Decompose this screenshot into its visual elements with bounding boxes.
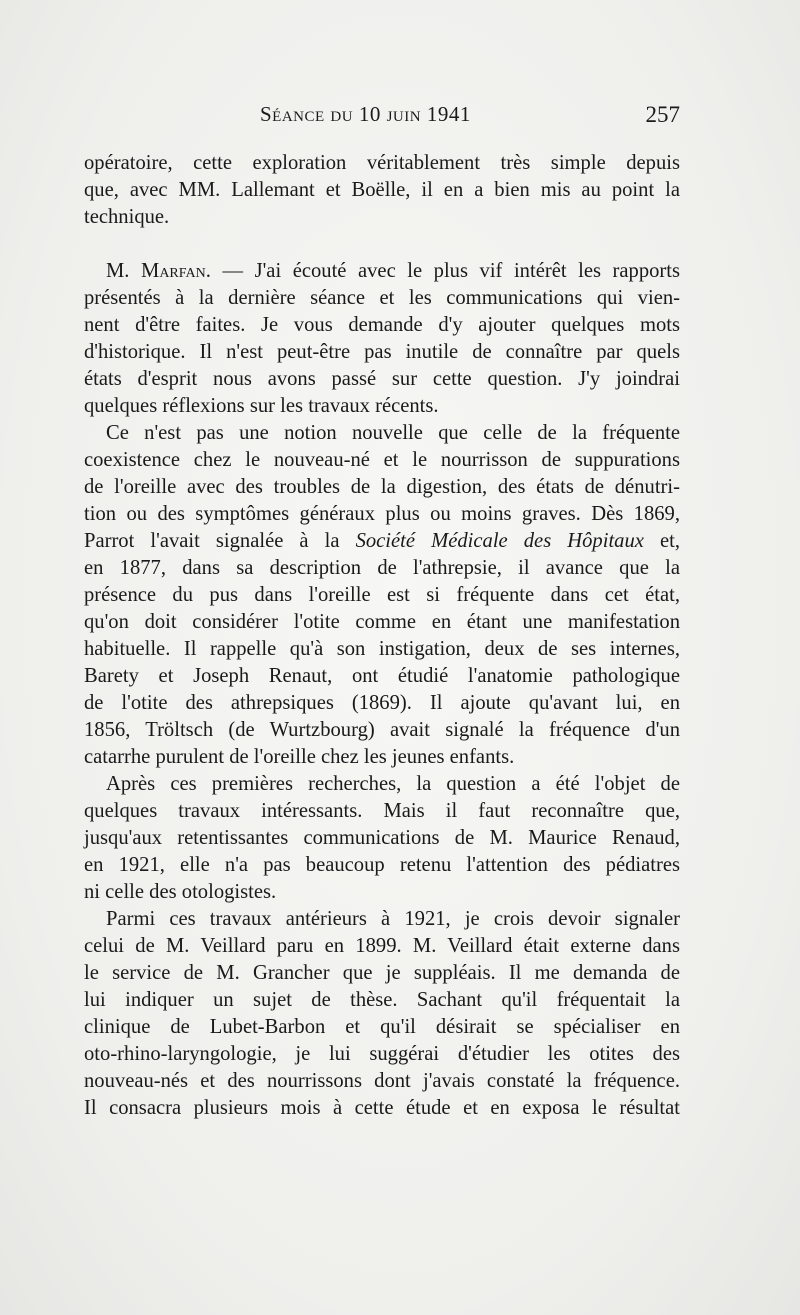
text-line: 1856, Tröltsch (de Wurtzbourg) avait signalé la fréquence d'un <box>84 719 680 741</box>
body-text <box>84 150 680 1122</box>
running-head-prefix: Séance du <box>260 102 354 126</box>
text-line: Il consacra plusieurs mois à cette étude et en exposa le résultat <box>84 1097 680 1119</box>
text-line: ni celle des otologistes. <box>84 881 277 903</box>
page-header <box>84 98 680 138</box>
paragraph-marfan-intro <box>84 258 680 420</box>
text-line: habituelle. Il rappelle qu'à son instigation, deux de ses internes, <box>84 638 680 660</box>
text-line: états d'esprit nous avons passé sur cette question. J'y joindrai <box>84 368 680 390</box>
paragraph-research <box>84 771 680 906</box>
text-line: technique. <box>84 206 170 228</box>
text-line: catarrhe purulent de l'oreille chez les jeunes enfants. <box>84 746 515 768</box>
text-line: le service de M. Grancher que je suppléais. Il me demanda de <box>84 962 680 984</box>
text-line: de l'otite des athrepsiques (1869). Il ajoute qu'avant lui, en <box>84 692 680 714</box>
speaker-line-rest: . — J'ai écouté avec le plus vif intérêt les rapports <box>205 260 681 282</box>
text-line: présence du pus dans l'oreille est si fréquente dans cet état, <box>84 584 680 606</box>
text-line: présentés à la dernière séance et les communications qui vien- <box>84 287 680 309</box>
text-line: de l'oreille avec des troubles de la digestion, des états de dénutri- <box>84 476 680 498</box>
text-line: quelques réflexions sur les travaux récents. <box>84 395 439 417</box>
running-head-month: juin <box>386 102 422 126</box>
text-line: quelques travaux intéressants. Mais il faut reconnaître que, <box>84 800 680 822</box>
page-number: 257 <box>645 102 680 127</box>
text-line: tion ou des symptômes généraux plus ou moins graves. Dès 1869, <box>84 503 680 525</box>
speaker-prefix: M. <box>106 260 142 282</box>
text-line: Ce n'est pas une notion nouvelle que celle de la fréquente <box>106 422 680 444</box>
text-line: nouveau-nés et des nourrissons dont j'avais constaté la fréquence. <box>84 1070 680 1092</box>
paragraph-veillard <box>84 906 680 1122</box>
text-line: que, avec MM. Lallemant et Boëlle, il en a bien mis au point la <box>84 179 680 201</box>
text-line: clinique de Lubet-Barbon et qu'il désirait se spécialiser en <box>84 1016 680 1038</box>
text-line: en 1921, elle n'a pas beaucoup retenu l'attention des pédiatres <box>84 854 680 876</box>
text-line: celui de M. Veillard paru en 1899. M. Veillard était externe dans <box>84 935 680 957</box>
line-text-before: Parrot l'avait signalée à la <box>84 530 356 552</box>
text-line: qu'on doit considérer l'otite comme en étant une manifestation <box>84 611 680 633</box>
paragraph-continuation <box>84 150 680 231</box>
running-head-day: 10 <box>358 102 381 126</box>
text-line: d'historique. Il n'est peut-être pas inutile de connaître par quels <box>84 341 680 363</box>
text-line: jusqu'aux retentissantes communications de M. Maurice Renaud, <box>84 827 680 849</box>
text-line: opératoire, cette exploration véritablement très simple depuis <box>84 152 680 174</box>
text-line <box>84 528 680 555</box>
text-line: Barety et Joseph Renaut, ont étudié l'anatomie pathologique <box>84 665 680 687</box>
running-head-year: 1941 <box>426 102 471 126</box>
speaker-name: Marfan <box>141 260 206 282</box>
text-line: lui indiquer un sujet de thèse. Sachant qu'il fréquentait la <box>84 989 680 1011</box>
text-line: coexistence chez le nouveau-né et le nourrisson de suppurations <box>84 449 680 471</box>
running-head <box>260 102 471 127</box>
text-line: Après ces premières recherches, la question a été l'objet de <box>106 773 680 795</box>
text-line <box>84 258 680 285</box>
text-line: nent d'être faites. Je vous demande d'y ajouter quelques mots <box>84 314 680 336</box>
text-line: en 1877, dans sa description de l'athrepsie, il avance que la <box>84 557 680 579</box>
text-line: Parmi ces travaux antérieurs à 1921, je crois devoir signaler <box>106 908 680 930</box>
paragraph-history <box>84 420 680 771</box>
society-name: Société Médicale des Hôpitaux <box>355 530 644 552</box>
text-line: oto-rhino-laryngologie, je lui suggérai d'étudier les otites des <box>84 1043 680 1065</box>
line-text-after: et, <box>643 530 680 552</box>
